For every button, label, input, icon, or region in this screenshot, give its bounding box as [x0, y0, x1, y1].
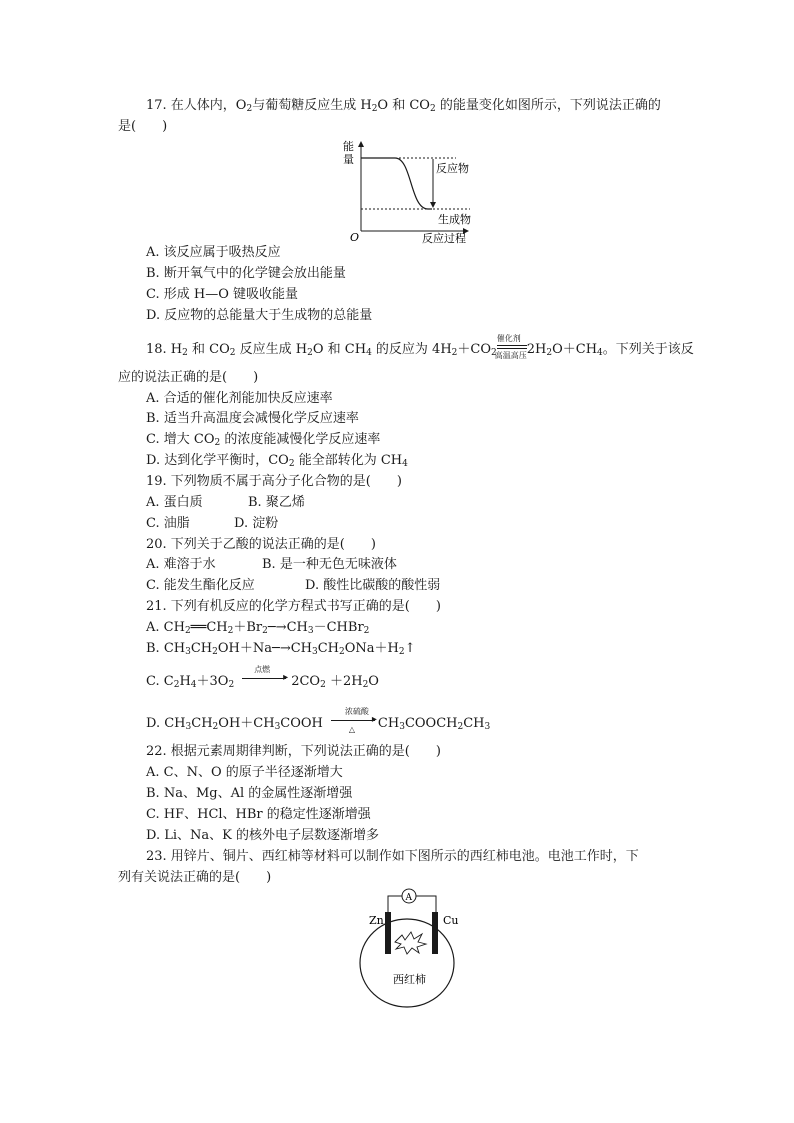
- q21-option-d: D. $CH_3CH_2OH+CH_3COOH$ 浓硫酸 ▸ △ $CH_3COOCH_2CH_3$: [146, 707, 491, 734]
- q22-option-d: D. Li、Na、K 的核外电子层数逐渐增多: [146, 828, 379, 843]
- q23-stem: 23. 用锌片、铜片、西红柿等材料可以制作如下图所示的西红柿电池。电池工作时，下: [146, 849, 639, 864]
- q22-stem: 22. 根据元素周期律判断，下列说法正确的是( ): [146, 744, 441, 759]
- q22-option-c: C. HF、HCl、HBr 的稳定性逐渐增强: [146, 807, 371, 822]
- origin-label: O: [350, 231, 360, 244]
- q17-option-b: B. 断开氧气中的化学键会放出能量: [146, 266, 346, 281]
- q20-option-a: A. 难溶于水: [146, 557, 216, 572]
- q23-stem-line2: 列有关说法正确的是( ): [118, 870, 272, 885]
- reactant-label: 反应物: [436, 162, 469, 175]
- q18-option-c: C. 增大 $CO_2$ 的浓度能减慢化学反应速率: [146, 432, 381, 448]
- q18-reaction-arrow: 催化剂 高温高压: [494, 334, 527, 360]
- q21-option-a: A. $CH_2══CH_2+Br_2─\to CH_3-CHBr_2$: [146, 620, 370, 636]
- q18-option-a: A. 合适的催化剂能加快反应速率: [146, 391, 333, 406]
- q19-option-a: A. 蛋白质: [146, 495, 203, 510]
- q21c-reaction-arrow: 点燃 ▸: [242, 672, 288, 686]
- q18-option-b: B. 适当升高温度会减慢化学反应速率: [146, 411, 359, 426]
- zinc-electrode: [385, 912, 391, 954]
- q20-option-d: D. 酸性比碳酸的酸性弱: [305, 578, 441, 593]
- ammeter-label: A: [405, 893, 412, 903]
- q20-option-c: C. 能发生酯化反应: [146, 578, 255, 593]
- product-label: 生成物: [438, 213, 471, 226]
- q17-option-c: C. 形成 H—O 键吸收能量: [146, 287, 299, 302]
- zinc-label: Zn: [369, 914, 384, 927]
- copper-label: Cu: [443, 914, 459, 927]
- q21-stem: 21. 下列有机反应的化学方程式书写正确的是( ): [146, 599, 441, 614]
- q17-stem-line2: 是( ): [118, 119, 168, 134]
- q19-option-b: B. 聚乙烯: [248, 495, 305, 510]
- tomato-label: 西红柿: [393, 973, 426, 986]
- y-label-1: 能: [343, 140, 354, 153]
- q19-option-c: C. 油脂: [146, 516, 190, 531]
- q21d-reaction-arrow: 浓硫酸 ▸ △: [331, 714, 377, 728]
- q20-option-b: B. 是一种无色无味液体: [262, 557, 397, 572]
- q19-option-d: D. 淀粉: [234, 516, 279, 531]
- q17-option-d: D. 反应物的总能量大于生成物的总能量: [146, 308, 373, 323]
- q22-option-b: B. Na、Mg、Al 的金属性逐渐增强: [146, 786, 353, 801]
- x-label: 反应过程: [422, 232, 466, 245]
- q18-stem: 18. $H_2$ 和 $CO_2$ 反应生成 $H_2O$ 和 $CH_4$ 的反应为 $4H_2+CO_2$ 催化剂 高温高压 $2H_2O+CH_4$。下列关于该反: [146, 334, 694, 360]
- copper-electrode: [432, 912, 438, 954]
- q19-stem: 19. 下列物质不属于高分子化合物的是( ): [146, 474, 402, 489]
- q20-stem: 20. 下列关于乙酸的说法正确的是( ): [146, 537, 376, 552]
- y-label-2: 量: [343, 153, 354, 166]
- q18-stem-line2: 应的说法正确的是( ): [118, 370, 259, 385]
- q18-option-d: D. 达到化学平衡时，$CO_2$ 能全部转化为 $CH_4$: [146, 453, 408, 469]
- q17-option-a: A. 该反应属于吸热反应: [146, 245, 281, 260]
- tomato: [360, 919, 454, 1007]
- q17-stem: 17. 在人体内，$O_2$与葡萄糖反应生成 $H_2O$ 和 $CO_2$ 的能量变化如图所示，下列说法正确的: [146, 98, 661, 114]
- q21-option-b: B. $CH_3CH_2OH+Na─\to CH_3CH_2ONa+H_2↑$: [146, 641, 416, 657]
- cut-mark: [395, 932, 426, 954]
- q21-option-c: C. $C_2H_4+3O_2$ 点燃 ▸ $2CO_2 +2H_2O$: [146, 665, 379, 690]
- q22-option-a: A. C、N、O 的原子半径逐渐增大: [146, 765, 343, 780]
